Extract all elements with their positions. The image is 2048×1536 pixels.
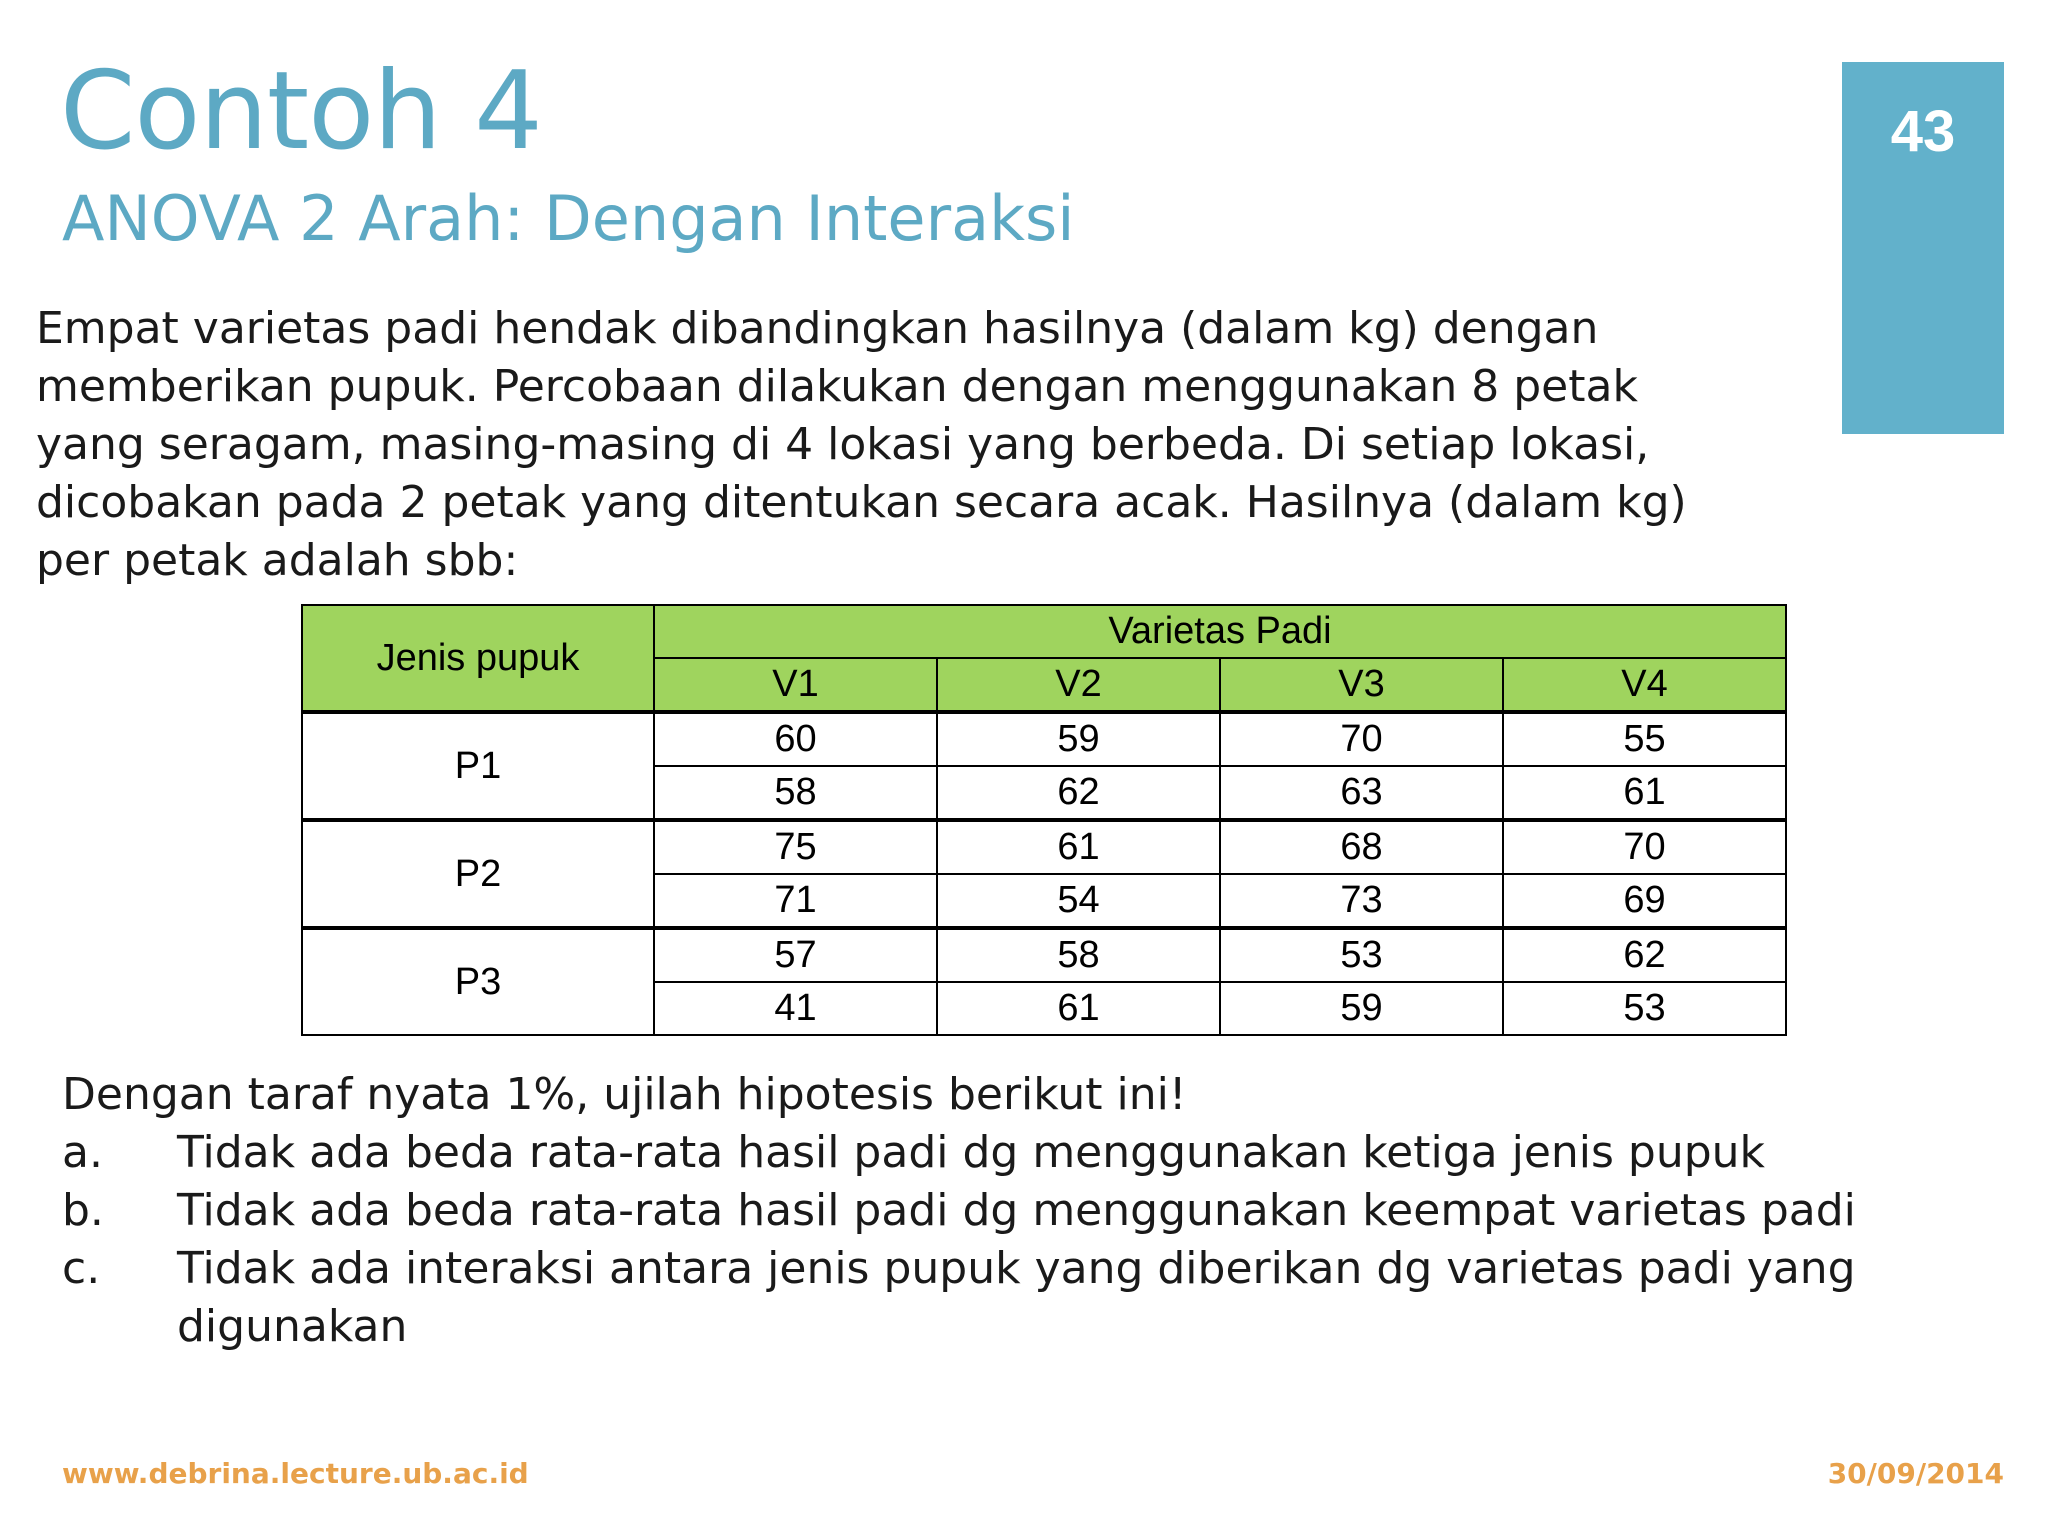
table-cell: 70: [1503, 820, 1786, 874]
intro-line: memberikan pupuk. Percobaan dilakukan dengan menggunakan 8 petak: [36, 361, 1638, 412]
table-cell: 57: [654, 928, 937, 982]
table-cell: 61: [937, 982, 1220, 1035]
group-label: P3: [302, 928, 654, 1035]
table-cell: 41: [654, 982, 937, 1035]
hypothesis-item: [62, 1240, 2022, 1356]
hypothesis-item: [62, 1124, 2022, 1182]
group-header-cell: Varietas Padi: [654, 605, 1786, 658]
table-cell: 55: [1503, 712, 1786, 766]
column-header: V2: [937, 658, 1220, 712]
table-cell: 75: [654, 820, 937, 874]
table-cell: 71: [654, 874, 937, 928]
intro-line: dicobakan pada 2 petak yang ditentukan secara acak. Hasilnya (dalam kg): [36, 477, 1687, 528]
column-header: V4: [1503, 658, 1786, 712]
intro-paragraph: [36, 300, 1866, 590]
table-cell: 59: [1220, 982, 1503, 1035]
table-cell: 70: [1220, 712, 1503, 766]
table-row: [302, 928, 1786, 982]
hypothesis-text: Tidak ada beda rata-rata hasil padi dg menggunakan ketiga jenis pupuk: [177, 1127, 1766, 1178]
table-cell: 68: [1220, 820, 1503, 874]
table-cell: 63: [1220, 766, 1503, 820]
hypothesis-text: Tidak ada interaksi antara jenis pupuk yang diberikan dg varietas padi yang digunakan: [177, 1243, 1856, 1352]
task-lead: Dengan taraf nyata 1%, ujilah hipotesis berikut ini!: [62, 1069, 1187, 1120]
row-header-cell: Jenis pupuk: [302, 605, 654, 712]
table-cell: 69: [1503, 874, 1786, 928]
table-cell: 60: [654, 712, 937, 766]
intro-line: per petak adalah sbb:: [36, 535, 519, 586]
column-header: V1: [654, 658, 937, 712]
intro-line: Empat varietas padi hendak dibandingkan hasilnya (dalam kg) dengan: [36, 303, 1599, 354]
table-cell: 53: [1220, 928, 1503, 982]
table-cell: 73: [1220, 874, 1503, 928]
table-cell: 61: [937, 820, 1220, 874]
column-header: V3: [1220, 658, 1503, 712]
data-table: [301, 604, 1787, 1036]
table-cell: 61: [1503, 766, 1786, 820]
page-number: 43: [1890, 99, 1956, 164]
table-row: [302, 820, 1786, 874]
table-cell: 54: [937, 874, 1220, 928]
hypothesis-letter: b.: [62, 1185, 104, 1236]
table-cell: 58: [654, 766, 937, 820]
hypothesis-text: Tidak ada beda rata-rata hasil padi dg menggunakan keempat varietas padi: [177, 1185, 1856, 1236]
slide-subtitle: ANOVA 2 Arah: Dengan Interaksi: [62, 182, 1075, 255]
footer-url-link[interactable]: www.debrina.lecture.ub.ac.id: [62, 1457, 529, 1490]
table-cell: 53: [1503, 982, 1786, 1035]
table-cell: 59: [937, 712, 1220, 766]
table-row: [302, 712, 1786, 766]
hypothesis-item: [62, 1182, 2022, 1240]
group-label: P1: [302, 712, 654, 820]
hypothesis-letter: a.: [62, 1127, 103, 1178]
table-cell: 62: [937, 766, 1220, 820]
page-number-box: [1842, 62, 2004, 434]
group-label: P2: [302, 820, 654, 928]
task-section: [62, 1066, 2022, 1356]
hypothesis-letter: c.: [62, 1243, 101, 1294]
footer-date: 30/09/2014: [1827, 1457, 2004, 1490]
slide-title: Contoh 4: [60, 49, 542, 174]
table-cell: 62: [1503, 928, 1786, 982]
intro-line: yang seragam, masing-masing di 4 lokasi yang berbeda. Di setiap lokasi,: [36, 419, 1650, 470]
table-cell: 58: [937, 928, 1220, 982]
